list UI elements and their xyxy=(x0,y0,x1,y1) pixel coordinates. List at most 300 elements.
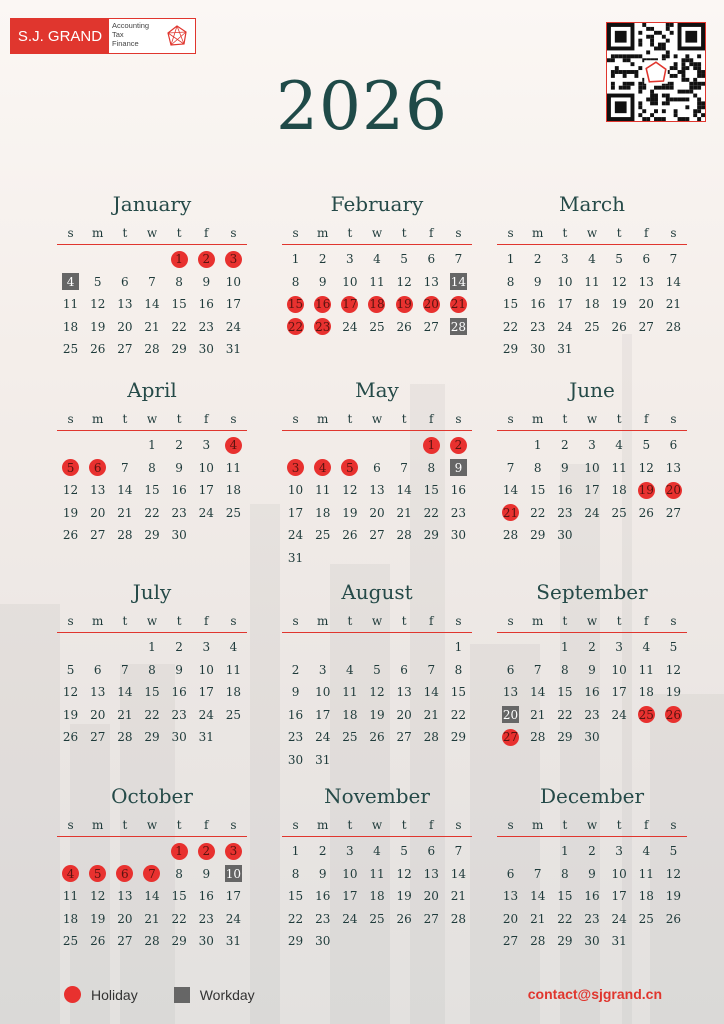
day-number: 23 xyxy=(287,730,304,745)
day-cell xyxy=(551,338,578,361)
empty-day-cell xyxy=(282,636,309,659)
day-cell xyxy=(660,681,687,704)
day-number: 30 xyxy=(287,752,304,767)
day-cell xyxy=(551,502,578,525)
day-number: 20 xyxy=(90,505,106,520)
day-cell xyxy=(111,293,138,316)
day-number: 8 xyxy=(148,460,156,475)
weekday-label: s xyxy=(292,614,299,628)
day-cell xyxy=(336,908,363,931)
weekday-label: w xyxy=(371,412,383,426)
day-cell xyxy=(57,293,84,316)
day-cell xyxy=(660,457,687,480)
empty-day-cell xyxy=(309,434,336,457)
day-number: 13 xyxy=(665,460,682,475)
day-cell xyxy=(418,840,445,863)
day-grid xyxy=(497,434,687,547)
day-number: 25 xyxy=(369,911,385,926)
day-grid xyxy=(282,840,472,953)
day-cell xyxy=(497,524,524,547)
day-number: 6 xyxy=(89,459,106,476)
day-cell xyxy=(138,457,165,480)
day-cell xyxy=(606,863,633,886)
day-number: 1 xyxy=(561,640,569,655)
weekday-label: f xyxy=(204,226,209,240)
day-number: 20 xyxy=(396,707,412,722)
day-number: 13 xyxy=(502,889,519,904)
day-cell xyxy=(606,885,633,908)
day-cell xyxy=(84,885,111,908)
day-cell xyxy=(193,681,220,704)
day-number: 28 xyxy=(530,934,546,949)
day-number: 15 xyxy=(144,685,160,700)
day-number: 11 xyxy=(611,460,627,475)
day-grid xyxy=(497,248,687,361)
weekday-label: t xyxy=(562,226,568,240)
empty-day-cell xyxy=(57,636,84,659)
day-number: 24 xyxy=(611,707,627,722)
weekday-header xyxy=(57,818,247,837)
contact-email[interactable]: contact@sjgrand.cn xyxy=(527,986,662,1002)
day-cell xyxy=(84,908,111,931)
day-number: 23 xyxy=(171,707,187,722)
day-cell xyxy=(336,316,363,339)
day-number: 24 xyxy=(584,505,600,520)
day-cell xyxy=(551,457,578,480)
day-cell xyxy=(111,885,138,908)
day-number: 21 xyxy=(530,911,546,926)
day-cell xyxy=(363,840,390,863)
day-number: 1 xyxy=(171,843,188,860)
day-number: 9 xyxy=(588,866,596,881)
day-cell xyxy=(578,502,605,525)
day-number: 8 xyxy=(533,460,542,475)
empty-day-cell xyxy=(363,434,390,457)
day-number: 3 xyxy=(225,843,242,860)
day-cell xyxy=(660,434,687,457)
day-number: 22 xyxy=(144,505,160,520)
weekday-label: f xyxy=(204,412,209,426)
weekday-label: s xyxy=(507,412,514,426)
day-number: 3 xyxy=(202,438,211,453)
workday-legend-marker xyxy=(174,987,190,1003)
day-cell xyxy=(606,704,633,727)
day-number: 17 xyxy=(611,889,627,904)
day-number: 3 xyxy=(225,251,242,268)
empty-day-cell xyxy=(84,434,111,457)
weekday-label: s xyxy=(507,614,514,628)
day-number: 13 xyxy=(90,685,106,700)
day-number: 2 xyxy=(588,640,596,655)
day-cell xyxy=(551,293,578,316)
day-cell xyxy=(633,271,660,294)
month-december xyxy=(497,784,687,953)
month-july xyxy=(57,580,247,749)
month-name: January xyxy=(112,192,192,216)
day-number: 6 xyxy=(427,252,436,267)
day-number: 20 xyxy=(369,505,385,520)
empty-day-cell xyxy=(524,636,551,659)
weekday-label: s xyxy=(230,226,237,240)
day-number: 8 xyxy=(291,866,300,881)
day-number: 13 xyxy=(638,274,654,289)
day-number: 9 xyxy=(318,274,327,289)
day-cell xyxy=(391,479,418,502)
tagline-finance: Finance xyxy=(112,39,139,48)
workday-day-cell xyxy=(497,704,524,727)
day-cell xyxy=(551,248,578,271)
weekday-header xyxy=(57,412,247,431)
day-cell xyxy=(445,885,472,908)
day-number: 24 xyxy=(198,707,214,722)
day-cell xyxy=(138,502,165,525)
day-cell xyxy=(111,457,138,480)
day-number: 21 xyxy=(396,505,412,520)
day-number: 1 xyxy=(561,844,569,859)
day-cell xyxy=(497,248,524,271)
workday-day-cell xyxy=(220,863,247,886)
month-may xyxy=(282,378,472,569)
day-cell xyxy=(606,271,633,294)
day-cell xyxy=(551,863,578,886)
day-grid xyxy=(282,636,472,771)
day-cell xyxy=(282,502,309,525)
day-number: 25 xyxy=(315,528,331,543)
holiday-day-cell xyxy=(193,248,220,271)
weekday-label: w xyxy=(371,226,383,240)
day-number: 4 xyxy=(62,273,79,290)
day-cell xyxy=(309,479,336,502)
day-cell xyxy=(309,908,336,931)
tagline-accounting: Accounting xyxy=(112,21,150,30)
day-number: 9 xyxy=(202,274,211,289)
day-cell xyxy=(633,316,660,339)
day-number: 2 xyxy=(533,252,542,267)
weekday-label: f xyxy=(644,226,649,240)
day-number: 17 xyxy=(198,685,214,700)
day-number: 2 xyxy=(291,662,300,677)
day-cell xyxy=(57,726,84,749)
day-cell xyxy=(524,316,551,339)
weekday-label: t xyxy=(176,226,182,240)
day-number: 31 xyxy=(198,730,214,745)
day-cell xyxy=(606,908,633,931)
day-number: 14 xyxy=(396,483,412,498)
day-cell xyxy=(633,457,660,480)
day-cell xyxy=(497,681,524,704)
weekday-label: m xyxy=(92,412,104,426)
weekday-label: t xyxy=(122,412,128,426)
day-number: 11 xyxy=(638,866,654,881)
day-grid xyxy=(497,636,687,749)
day-number: 1 xyxy=(171,251,188,268)
day-cell xyxy=(578,885,605,908)
day-cell xyxy=(524,726,551,749)
day-cell xyxy=(282,271,309,294)
weekday-label: t xyxy=(562,412,568,426)
day-number: 25 xyxy=(225,707,242,722)
day-cell xyxy=(84,502,111,525)
day-cell xyxy=(111,659,138,682)
day-number: 7 xyxy=(454,844,463,859)
day-number: 4 xyxy=(229,640,238,655)
day-number: 16 xyxy=(584,685,600,700)
month-name: October xyxy=(111,784,193,808)
day-cell xyxy=(138,524,165,547)
day-number: 27 xyxy=(423,319,439,334)
day-cell xyxy=(111,681,138,704)
day-cell xyxy=(606,659,633,682)
empty-day-cell xyxy=(497,636,524,659)
day-cell xyxy=(336,840,363,863)
day-cell xyxy=(309,885,336,908)
day-number: 28 xyxy=(117,528,133,543)
day-number: 3 xyxy=(287,459,304,476)
day-number: 24 xyxy=(225,911,242,926)
day-number: 30 xyxy=(171,528,187,543)
day-cell xyxy=(524,502,551,525)
day-number: 12 xyxy=(90,889,106,904)
day-cell xyxy=(111,271,138,294)
weekday-header xyxy=(282,412,472,431)
day-number: 27 xyxy=(638,319,654,334)
holiday-day-cell xyxy=(363,293,390,316)
day-number: 10 xyxy=(611,662,627,677)
day-number: 14 xyxy=(530,889,546,904)
empty-day-cell xyxy=(111,840,138,863)
day-cell xyxy=(497,338,524,361)
day-number: 14 xyxy=(144,889,160,904)
day-number: 20 xyxy=(117,911,133,926)
day-cell xyxy=(445,726,472,749)
day-cell xyxy=(57,659,84,682)
day-grid xyxy=(282,248,472,338)
day-cell xyxy=(166,930,193,953)
weekday-label: t xyxy=(176,614,182,628)
day-cell xyxy=(606,248,633,271)
holiday-day-cell xyxy=(220,434,247,457)
day-number: 27 xyxy=(502,730,519,745)
day-cell xyxy=(524,885,551,908)
empty-day-cell xyxy=(84,840,111,863)
weekday-header xyxy=(282,614,472,633)
day-number: 19 xyxy=(62,505,79,520)
day-number: 8 xyxy=(175,866,183,881)
day-number: 8 xyxy=(561,662,569,677)
day-cell xyxy=(309,930,336,953)
day-number: 5 xyxy=(62,459,79,476)
day-cell xyxy=(111,316,138,339)
empty-day-cell xyxy=(391,636,418,659)
day-cell xyxy=(391,248,418,271)
holiday-legend-label: Holiday xyxy=(91,986,138,1003)
day-cell xyxy=(497,908,524,931)
day-number: 20 xyxy=(117,319,133,334)
month-name: September xyxy=(536,580,648,604)
day-number: 24 xyxy=(225,319,242,334)
month-name: February xyxy=(330,192,424,216)
day-number: 23 xyxy=(315,319,331,334)
day-number: 8 xyxy=(454,662,463,677)
day-number: 27 xyxy=(502,934,519,949)
day-cell xyxy=(633,885,660,908)
month-name: June xyxy=(569,378,615,402)
holiday-day-cell xyxy=(497,502,524,525)
day-cell xyxy=(84,704,111,727)
day-number: 14 xyxy=(117,483,133,498)
day-number: 22 xyxy=(171,911,187,926)
weekday-label: t xyxy=(347,412,353,426)
day-number: 1 xyxy=(533,438,542,453)
weekday-label: t xyxy=(176,818,182,832)
day-cell xyxy=(193,659,220,682)
day-number: 9 xyxy=(561,460,569,475)
day-number: 22 xyxy=(450,707,467,722)
day-number: 16 xyxy=(287,707,304,722)
day-number: 23 xyxy=(315,911,331,926)
day-number: 27 xyxy=(117,342,133,357)
day-cell xyxy=(282,726,309,749)
day-cell xyxy=(166,681,193,704)
day-cell xyxy=(445,636,472,659)
day-number: 26 xyxy=(611,319,627,334)
day-number: 27 xyxy=(369,528,385,543)
day-cell xyxy=(309,659,336,682)
day-cell xyxy=(578,316,605,339)
day-cell xyxy=(524,524,551,547)
day-number: 20 xyxy=(423,297,439,312)
day-number: 7 xyxy=(400,460,408,475)
weekday-label: s xyxy=(670,412,677,426)
empty-day-cell xyxy=(138,248,165,271)
day-number: 7 xyxy=(454,252,463,267)
day-number: 22 xyxy=(502,319,519,334)
weekday-label: f xyxy=(204,818,209,832)
day-number: 10 xyxy=(225,274,242,289)
day-number: 13 xyxy=(369,483,385,498)
day-cell xyxy=(111,479,138,502)
day-number: 5 xyxy=(373,662,381,677)
day-number: 25 xyxy=(342,730,358,745)
day-number: 12 xyxy=(90,297,106,312)
workday-day-cell xyxy=(445,457,472,480)
day-number: 11 xyxy=(62,889,79,904)
empty-day-cell xyxy=(309,636,336,659)
day-number: 21 xyxy=(144,911,160,926)
day-number: 16 xyxy=(171,483,187,498)
weekday-label: w xyxy=(586,412,598,426)
day-cell xyxy=(336,885,363,908)
day-cell xyxy=(418,704,445,727)
weekday-label: t xyxy=(122,818,128,832)
day-number: 16 xyxy=(198,889,214,904)
day-number: 12 xyxy=(611,274,627,289)
weekday-label: t xyxy=(347,614,353,628)
day-cell xyxy=(660,293,687,316)
day-number: 16 xyxy=(315,297,331,312)
day-number: 12 xyxy=(665,866,682,881)
day-cell xyxy=(606,434,633,457)
day-number: 6 xyxy=(121,274,129,289)
day-cell xyxy=(309,248,336,271)
day-number: 17 xyxy=(287,505,304,520)
day-number: 27 xyxy=(396,730,412,745)
day-number: 18 xyxy=(584,297,600,312)
day-cell xyxy=(606,681,633,704)
day-cell xyxy=(445,840,472,863)
day-number: 10 xyxy=(611,866,627,881)
day-cell xyxy=(309,271,336,294)
day-number: 15 xyxy=(557,889,573,904)
day-number: 12 xyxy=(369,685,385,700)
holiday-day-cell xyxy=(660,704,687,727)
day-number: 5 xyxy=(669,640,678,655)
day-number: 25 xyxy=(62,342,79,357)
day-number: 29 xyxy=(530,528,546,543)
day-number: 13 xyxy=(502,685,519,700)
day-cell xyxy=(418,681,445,704)
day-cell xyxy=(418,479,445,502)
holiday-day-cell xyxy=(193,840,220,863)
day-number: 21 xyxy=(450,297,467,312)
holiday-day-cell xyxy=(418,434,445,457)
month-september xyxy=(497,580,687,749)
day-cell xyxy=(363,524,390,547)
day-number: 6 xyxy=(506,662,515,677)
day-cell xyxy=(524,248,551,271)
day-number: 29 xyxy=(144,528,160,543)
day-number: 12 xyxy=(396,866,412,881)
empty-day-cell xyxy=(57,434,84,457)
day-number: 7 xyxy=(148,274,156,289)
weekday-label: f xyxy=(429,818,434,832)
day-number: 1 xyxy=(291,252,300,267)
day-number: 14 xyxy=(117,685,133,700)
day-cell xyxy=(138,726,165,749)
day-number: 19 xyxy=(90,911,106,926)
day-number: 19 xyxy=(638,483,654,498)
day-number: 6 xyxy=(373,460,381,475)
day-number: 18 xyxy=(62,911,79,926)
day-cell xyxy=(193,885,220,908)
day-cell xyxy=(193,726,220,749)
day-cell xyxy=(363,726,390,749)
day-cell xyxy=(445,863,472,886)
day-cell xyxy=(220,502,247,525)
day-cell xyxy=(524,704,551,727)
day-number: 17 xyxy=(611,685,627,700)
day-cell xyxy=(220,908,247,931)
day-number: 24 xyxy=(342,911,358,926)
day-cell xyxy=(524,863,551,886)
day-cell xyxy=(282,885,309,908)
day-number: 22 xyxy=(171,319,187,334)
day-number: 22 xyxy=(287,319,304,334)
company-logo xyxy=(10,18,196,54)
day-cell xyxy=(282,524,309,547)
day-cell xyxy=(578,704,605,727)
day-cell xyxy=(193,479,220,502)
day-cell xyxy=(418,885,445,908)
day-number: 15 xyxy=(450,685,467,700)
month-february xyxy=(282,192,472,338)
day-number: 3 xyxy=(346,252,354,267)
workday-day-cell xyxy=(57,271,84,294)
day-number: 19 xyxy=(90,319,106,334)
day-cell xyxy=(391,681,418,704)
day-number: 13 xyxy=(396,685,412,700)
day-number: 28 xyxy=(450,319,467,334)
